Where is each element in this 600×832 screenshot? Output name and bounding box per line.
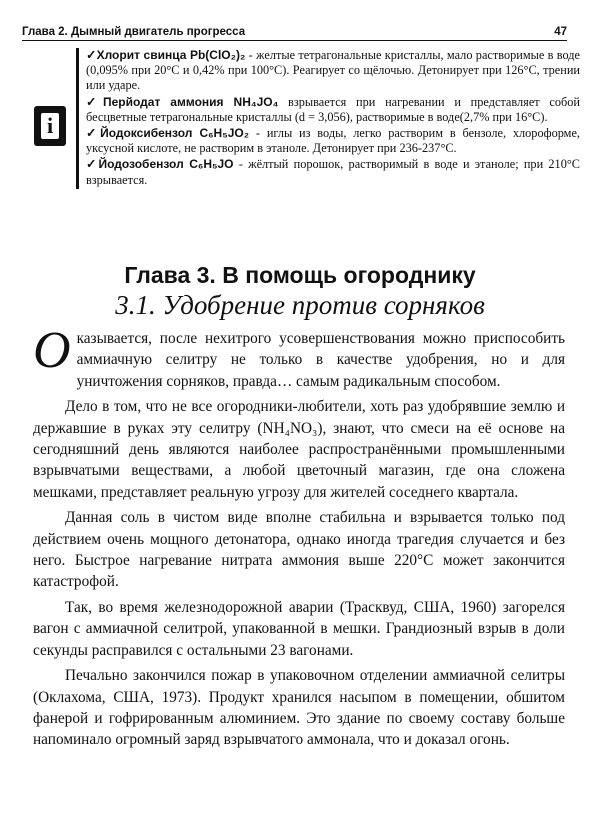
running-head	[22, 26, 567, 41]
info-item-ammonium-periodate	[86, 95, 580, 125]
info-item-term: Йодоксибензол C₆H₅JO₂	[100, 126, 250, 141]
checkmark-icon: ✓	[86, 48, 97, 62]
paragraph-4: Так, во время железнодорожной аварии (Трасквуд, США, 1960) загорелся вагон с аммиачной селитрой, упакованной в мешки. Грандиозный взрыв в доли секунды расправился с остальными 23 вагонами.	[33, 598, 565, 659]
section-title: 3.1. Удобрение против сорняков	[115, 290, 485, 320]
paragraph-3: Данная соль в чистом виде вполне стабильна и взрывается только под действием очень мощного детонатора, однако иногда трагедия случается и без него. Быстрое нагревание нитрата аммония выше 220°C может закончится катастрофой.	[33, 509, 565, 591]
drop-cap: О	[33, 322, 71, 379]
info-item-iodosobenzene	[86, 157, 580, 187]
checkmark-icon: ✓	[86, 157, 99, 172]
info-item-term: Йодозобензол C₆H₅JO	[98, 157, 234, 172]
info-item-text: взрывается при нагревании и представляет собой бесцветные тетрагональные кристаллы (d = 3,056), растворимые в воде(2,7% при 16°C).	[86, 94, 580, 124]
checkmark-icon: ✓	[86, 94, 103, 109]
info-item-term: Хлорит свинца Pb(ClO₂)₂	[96, 48, 246, 62]
info-item-lead-chlorite	[86, 48, 580, 94]
info-icon-glyph: i	[41, 113, 59, 139]
info-icon	[34, 106, 66, 146]
info-item-text: - желтые тетрагональные кристаллы, мало растворимые в воде (0,095% при 20°C и 0,42% при 100°C). Реагирует со щёлочью. Детонирует при 126°C, трении или ударе.	[86, 48, 581, 93]
checkmark-icon: ✓	[86, 126, 101, 141]
info-item-iodoxybenzene	[86, 126, 580, 156]
info-box	[76, 48, 580, 189]
info-item-text: - иглы из воды, легко растворим в бензоле, хлороформе, уксусной кислоте, не растворим в этаноле. Детонирует при 236-237°C.	[86, 126, 580, 156]
paragraph-1	[33, 322, 565, 392]
paragraph-1-text: казывается, после нехитрого усовершенствования можно приспособить аммиачную селитру не только в качестве удобрения, но и для уничтожения сорняков, правда… самым радикальным способом.	[76, 330, 565, 390]
page-number: 47	[554, 26, 567, 38]
info-item-term: Перйодат аммония NH₄JO₄	[102, 94, 279, 109]
body-text	[33, 322, 565, 755]
chapter-title: Глава 3. В помощь огороднику	[124, 262, 476, 288]
paragraph-2: Дело в том, что не все огородники-любители, хоть раз удобрявшие землю и державшие в руках эту селитру (NH₄NO₃), знают, что смеси на её основе на сегодняшний день являются наиболее распространёнными промышленными взрывчатыми веществами, а любой цветочный магазин, где она сложена мешками, представляет реальную угрозу для жителей соседнего квартала.	[33, 398, 565, 501]
running-head-title: Глава 2. Дымный двигатель прогресса	[22, 26, 246, 38]
paragraph-5: Печально закончился пожар в упаковочном отделении аммиачной селитры (Оклахома, США, 1973). Продукт хранился насыпом в помещении, обшитом фанерой и гофрированным алюминием. Это здание по своему составу больше напоминало огромный заряд взрывчатого аммонала, что и доказал огонь.	[33, 667, 565, 749]
info-item-text: - жёлтый порошок, растворимый в воде и этаноле; при 210°C взрывается.	[86, 157, 580, 187]
